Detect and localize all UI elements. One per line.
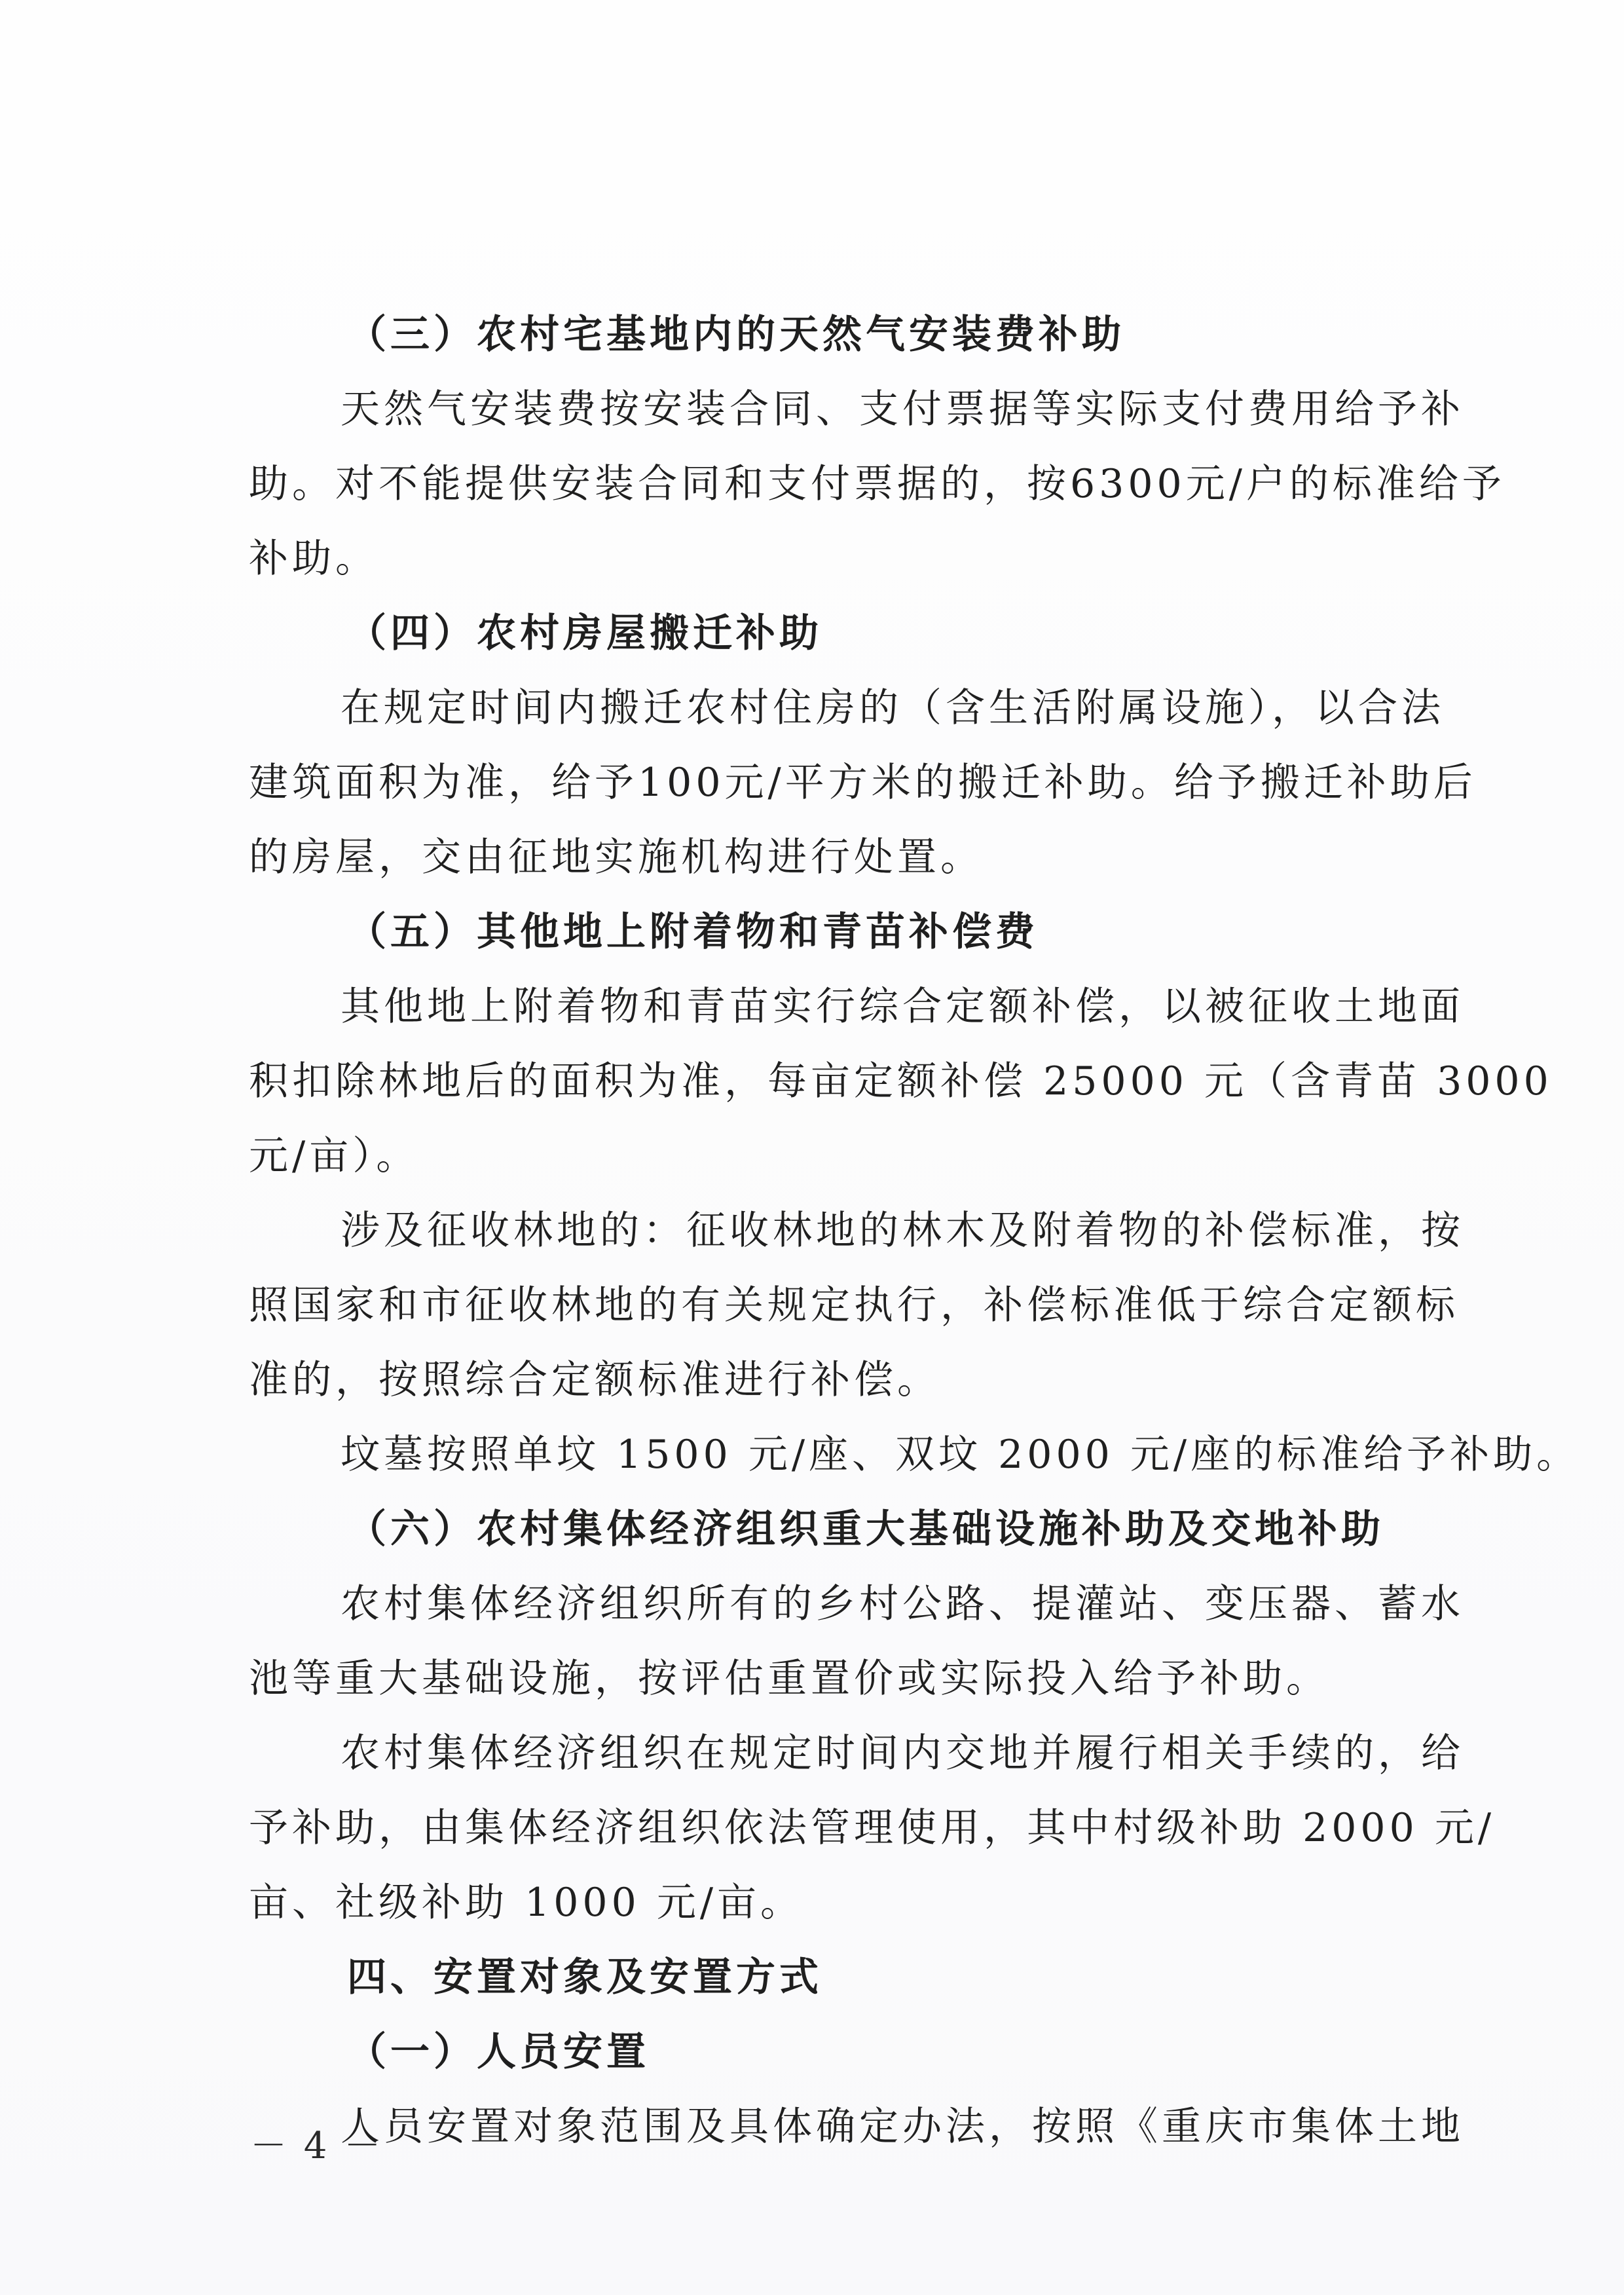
- paragraph-line: 农村集体经济组织在规定时间内交地并履行相关手续的，给: [341, 1730, 1464, 1776]
- paragraph-line: 准的，按照综合定额标准进行补偿。: [249, 1357, 940, 1403]
- paragraph-line: 人员安置对象范围及具体确定办法，按照《重庆市集体土地: [341, 2104, 1464, 2150]
- paragraph-line: 的房屋，交由征地实施机构进行处置。: [249, 834, 984, 880]
- paragraph-line: 补助。: [249, 536, 378, 582]
- paragraph-line: 照国家和市征收林地的有关规定执行，补偿标准低于综合定额标: [249, 1282, 1459, 1328]
- paragraph-line: 亩、社级补助 1000 元/亩。: [249, 1880, 804, 1926]
- section-heading-3: （三）农村宅基地内的天然气安装费补助: [347, 312, 1125, 358]
- subsection-heading: （一）人员安置: [347, 2029, 650, 2075]
- paragraph-line: 涉及征收林地的：征收林地的林木及附着物的补偿标准，按: [341, 1208, 1464, 1254]
- paragraph-line: 坟墓按照单坟 1500 元/座、双坟 2000 元/座的标准给予补助。: [341, 1432, 1580, 1478]
- section-heading-4: （四）农村房屋搬迁补助: [347, 610, 822, 656]
- section-heading-5: （五）其他地上附着物和青苗补偿费: [347, 909, 1039, 955]
- paragraph-line: 其他地上附着物和青苗实行综合定额补偿，以被征收土地面: [341, 984, 1464, 1030]
- paragraph-line: 助。对不能提供安装合同和支付票据的，按6300元/户的标准给予: [249, 461, 1505, 507]
- paragraph-line: 农村集体经济组织所有的乡村公路、提灌站、变压器、蓄水: [341, 1581, 1464, 1627]
- paragraph-line: 在规定时间内搬迁农村住房的（含生活附属设施），以合法: [341, 685, 1445, 731]
- paragraph-line: 天然气安装费按安装合同、支付票据等实际支付费用给予补: [341, 386, 1464, 432]
- paragraph-line: 予补助，由集体经济组织依法管理使用，其中村级补助 2000 元/: [249, 1805, 1496, 1851]
- paragraph-line: 建筑面积为准，给予100元/平方米的搬迁补助。给予搬迁补助后: [249, 760, 1477, 806]
- page-number: － 4 －: [250, 2125, 384, 2167]
- section-heading-6: （六）农村集体经济组织重大基础设施补助及交地补助: [347, 1506, 1384, 1552]
- paragraph-line: 积扣除林地后的面积为准，每亩定额补偿 25000 元（含青苗 3000: [249, 1058, 1553, 1104]
- document-body: [249, 297, 1580, 2164]
- paragraph-line: 池等重大基础设施，按评估重置价或实际投入给予补助。: [249, 1656, 1329, 1702]
- main-section-heading: 四、安置对象及安置方式: [347, 1954, 822, 2000]
- paragraph-line: 元/亩）。: [249, 1133, 420, 1179]
